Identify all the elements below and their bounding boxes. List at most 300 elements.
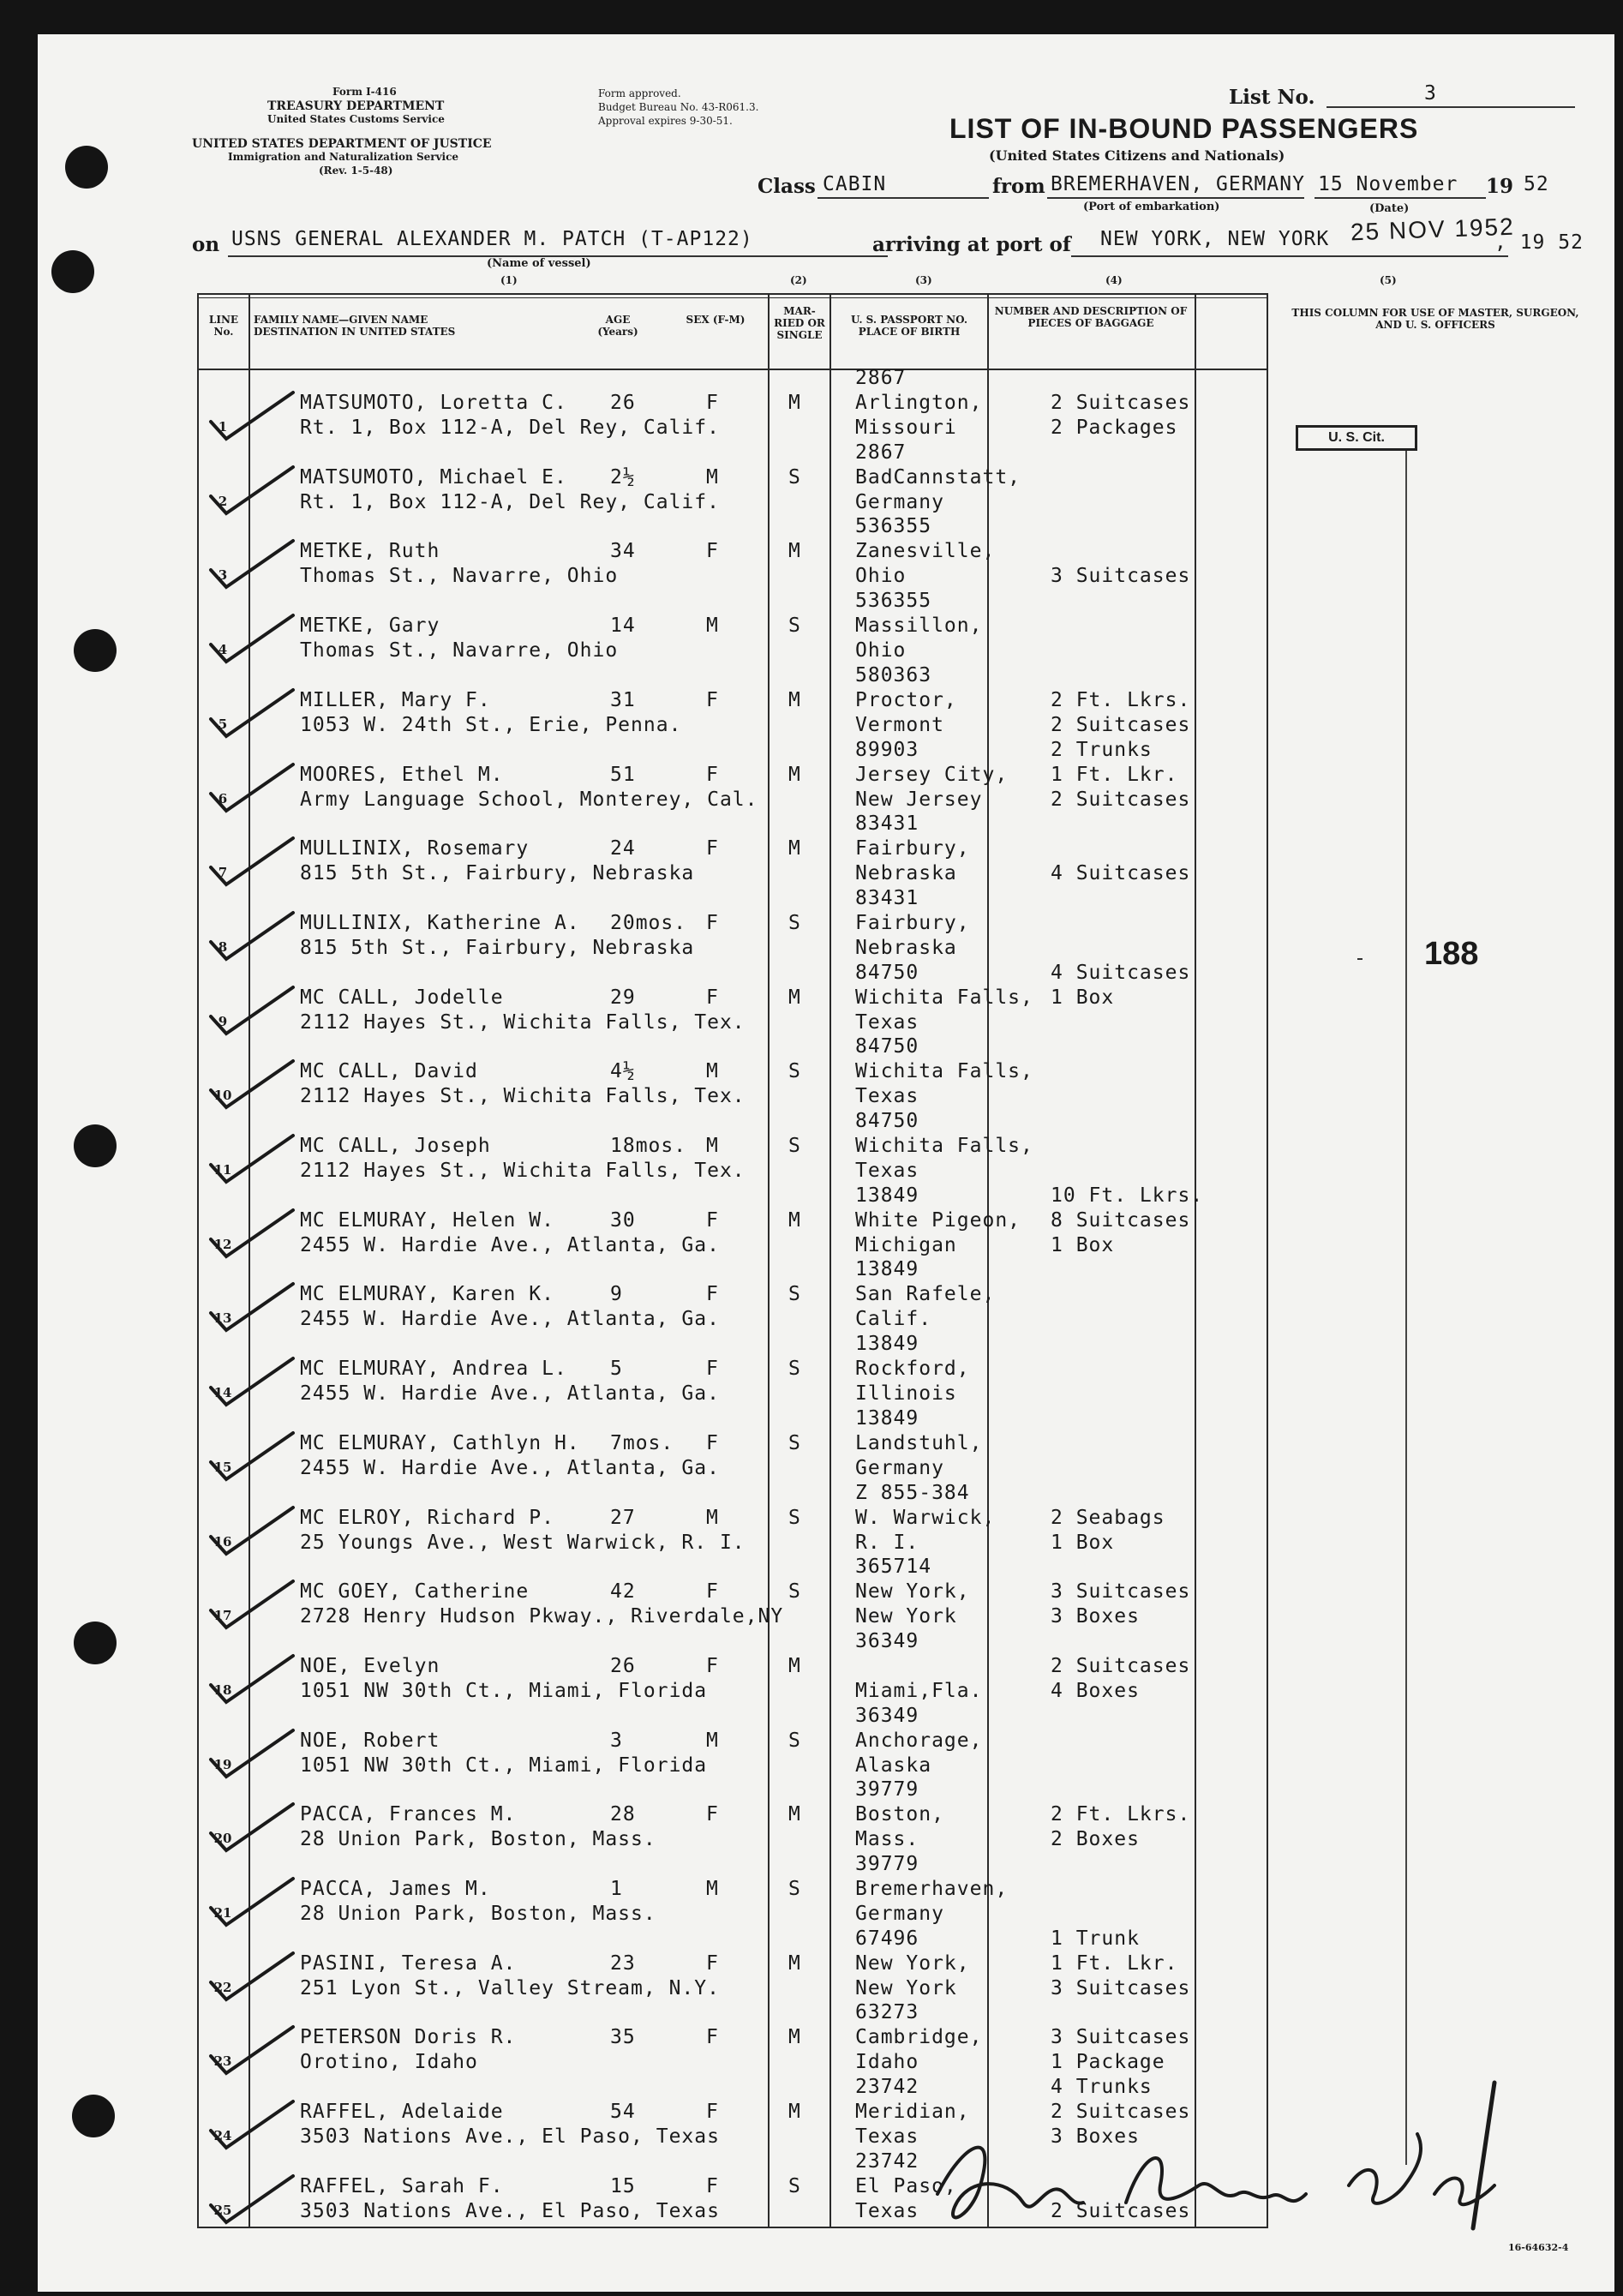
arrival-year: , 19 52 [1494,231,1584,254]
col-num-4: (4) [1105,274,1123,286]
passenger-sex: F [706,2026,719,2049]
baggage-line-2: 3 Boxes [1051,1605,1140,1628]
passenger-name: PASINI, Teresa A. [300,1951,517,1975]
baggage-line-2: 3 Boxes [1051,2125,1140,2149]
header-baggage: NUMBER AND DESCRIPTION OF PIECES OF BAGGAGE [994,305,1188,329]
punch-hole [74,1124,117,1167]
passenger-name: MOORES, Ethel M. [300,763,504,786]
list-no-label: List No. [1229,86,1315,109]
table-row [197,1333,1268,1411]
passenger-name: MC CALL, Joseph [300,1135,491,1157]
col-num-2: (2) [790,274,807,286]
baggage-line-2: 2 Suitcases [1051,2199,1191,2222]
embark-year: 52 [1524,173,1549,195]
birthplace-line-2: Mass. [855,1828,919,1851]
passenger-age: 35 [610,2026,636,2049]
birthplace-line-1: Massillon, [855,614,983,638]
baggage-line-1: 3 Suitcases [1051,2026,1191,2049]
check-mark-icon [207,909,302,969]
passport-number: 39779 [855,1853,919,1875]
passenger-name: MC ELMURAY, Andrea L. [300,1358,567,1381]
passenger-name: METKE, Ruth [300,540,440,563]
passenger-address: Orotino, Idaho [300,2051,478,2074]
baggage-line-2: 2 Boxes [1051,1828,1140,1851]
passenger-address: Rt. 1, Box 112-A, Del Rey, Calif. [300,490,720,513]
passenger-age: 24 [610,837,636,860]
passenger-sex: M [706,1729,719,1752]
passenger-address: 3503 Nations Ave., El Paso, Texas [300,2199,720,2222]
marital-status: M [788,986,801,1009]
vessel-name: USNS GENERAL ALEXANDER M. PATCH (T-AP122) [231,228,753,250]
baggage-line-2: 4 Boxes [1051,1679,1140,1702]
port-embarkation-caption: (Port of embarkation) [1083,201,1220,213]
birthplace-line-1: San Rafele, [855,1283,996,1306]
form-title: LIST OF IN-BOUND PASSENGERS [949,113,1419,144]
baggage-line-1: 2 Seabags [1051,1506,1165,1529]
check-mark-icon [207,1875,302,1935]
table-row [197,1629,1268,1708]
passenger-age: 3 [610,1729,623,1752]
passenger-name: METKE, Gary [300,614,440,638]
birthplace-line-2: Nebraska [855,862,957,885]
baggage-line-1: 2 Ft. Lkrs. [1051,1803,1191,1826]
passport-number: 23742 [855,2149,919,2173]
line-number: 19 [213,1756,232,1772]
birthplace-line-2: Vermont [855,713,944,736]
birthplace-line-2: Germany [855,1903,944,1925]
check-mark-icon [207,835,302,895]
passenger-name: PACCA, James M. [300,1878,491,1900]
baggage-line-2: 2 Suitcases [1051,788,1191,811]
passenger-address: 2455 W. Hardie Ave., Atlanta, Ga. [300,1233,720,1256]
table-row [197,1481,1268,1560]
birthplace-line-2: Texas [855,2199,919,2222]
passenger-address: 2112 Hayes St., Wichita Falls, Tex. [300,1160,746,1182]
passenger-address: 2112 Hayes St., Wichita Falls, Tex. [300,1010,746,1034]
passenger-age: 1 [610,1878,623,1900]
baggage-line-1: 1 Ft. Lkr. [1051,1951,1178,1975]
birthplace-line-1: New York, [855,1951,970,1975]
treasury-label: TREASURY DEPARTMENT [267,99,445,113]
approval-line-3: Approval expires 9-30-51. [598,115,733,127]
table-row [197,1406,1268,1485]
passenger-address: 2455 W. Hardie Ave., Atlanta, Ga. [300,1308,720,1331]
baggage-line-1: 1 Ft. Lkr. [1051,763,1178,786]
date-caption: (Date) [1369,202,1410,215]
check-mark-icon [207,1727,302,1787]
passenger-age: 5 [610,1358,623,1381]
passport-number: 365714 [855,1556,932,1579]
check-mark-icon [207,2098,302,2158]
form-number: Form I-416 [332,86,397,98]
table-row [197,1927,1268,2005]
passenger-name: MULLINIX, Rosemary [300,837,530,860]
birthplace-line-1: Bremerhaven, [855,1878,1009,1900]
passenger-age: 42 [610,1580,636,1604]
passport-number: 580363 [855,663,932,686]
birthplace-line-2: New Jersey [855,788,983,811]
baggage-line-2: 1 Box [1051,1531,1115,1554]
marital-status: M [788,1208,801,1232]
passenger-sex: F [706,392,719,414]
passenger-name: PACCA, Frances M. [300,1803,517,1826]
baggage-line-2: 1 Box [1051,1233,1115,1256]
col-num-3: (3) [915,274,932,286]
table-row [197,515,1268,593]
marital-status: S [788,1135,801,1157]
passenger-name: MC CALL, David [300,1060,478,1083]
passenger-sex: F [706,1431,719,1454]
punch-hole [74,629,117,672]
passenger-age: 20mos. [610,911,687,934]
line-number: 8 [218,938,228,955]
passenger-age: 28 [610,1803,636,1826]
table-top-rule [197,293,1268,295]
baggage-line-1: 2 Ft. Lkrs. [1051,688,1191,711]
passenger-address: 25 Youngs Ave., West Warwick, R. I. [300,1531,746,1554]
passenger-age: 51 [610,763,636,786]
count-dash [1357,958,1362,960]
check-mark-icon [207,2023,302,2083]
from-label: from [992,175,1045,198]
passenger-sex: F [706,1951,719,1975]
check-mark-icon [207,1652,302,1712]
vessel-caption: (Name of vessel) [487,257,591,270]
baggage-line-1: 2 Suitcases [1051,392,1191,414]
passport-number: 536355 [855,515,932,538]
baggage-line-2: 2 Packages [1051,417,1178,439]
passport-number: 67496 [855,1927,919,1950]
line-number: 16 [213,1533,232,1550]
passenger-address: Thomas St., Navarre, Ohio [300,565,619,588]
table-row [197,961,1268,1040]
table-row [197,367,1268,445]
passenger-address: Thomas St., Navarre, Ohio [300,639,619,662]
passport-number: 13849 [855,1184,919,1207]
birthplace-line-1: Wichita Falls, [855,1135,1033,1157]
line-number: 14 [213,1385,232,1401]
line-number: 23 [213,2053,232,2070]
passenger-address: Rt. 1, Box 112-A, Del Rey, Calif. [300,417,720,439]
passenger-address: 1053 W. 24th St., Erie, Penna. [300,713,682,736]
birthplace-line-2: Texas [855,1085,919,1108]
line-number: 17 [213,1608,232,1624]
birthplace-line-1: Proctor, [855,688,957,711]
line-number: 5 [218,716,228,732]
birthplace-line-2: Alaska [855,1753,932,1777]
table-row [197,1704,1268,1783]
marital-status: M [788,1951,801,1975]
marital-status: M [788,837,801,860]
passport-number: Z 855-384 [855,1481,970,1504]
line-number: 2 [218,493,228,509]
passport-number: 89903 [855,738,919,761]
arriving-label: arriving at port of [872,233,1071,256]
passenger-sex: M [706,1135,719,1157]
passenger-sex: F [706,2101,719,2124]
table-row [197,663,1268,742]
passport-number: 23742 [855,2076,919,2099]
line-number: 11 [213,1162,232,1178]
marital-status: S [788,1878,801,1900]
table-row [197,1778,1268,1856]
marital-status: M [788,2026,801,2049]
passenger-sex: F [706,1654,719,1677]
line-number: 10 [213,1088,232,1104]
check-mark-icon [207,1504,302,1564]
passenger-age: 18mos. [610,1135,687,1157]
marital-status: S [788,1506,801,1529]
approval-line-1: Form approved. [598,87,681,99]
birthplace-line-2: Missouri [855,417,957,439]
arrival-underline [1071,255,1508,257]
baggage-line-2: 1 Package [1051,2051,1165,2074]
passport-number: 36349 [855,1629,919,1652]
birthplace-line-1: BadCannstatt, [855,465,1021,489]
birthplace-line-2: Michigan [855,1233,957,1256]
passport-number: 39779 [855,1778,919,1801]
passenger-age: 2½ [610,465,636,489]
passenger-age: 14 [610,614,636,638]
passport-number: 13849 [855,1333,919,1356]
line-number: 13 [213,1310,232,1327]
birthplace-line-1: Cambridge, [855,2026,983,2049]
header-line-no: LINE No. [208,314,239,338]
passport-number: 84750 [855,1035,919,1058]
marital-status: M [788,763,801,786]
table-row [197,1853,1268,1931]
birthplace-line-2: Texas [855,1010,919,1034]
birthplace-line-1: Wichita Falls, [855,986,1033,1009]
passenger-address: 2455 W. Hardie Ave., Atlanta, Ga. [300,1382,720,1406]
line-number: 9 [218,1013,228,1029]
baggage-line-2: 4 Suitcases [1051,862,1191,885]
passenger-sex: F [706,837,719,860]
passenger-name: MILLER, Mary F. [300,688,491,711]
passenger-age: 26 [610,392,636,414]
passenger-name: MC ELMURAY, Karen K. [300,1283,554,1306]
birthplace-line-2: Illinois [855,1382,957,1406]
check-mark-icon [207,1207,302,1267]
port-of-embarkation: BREMERHAVEN, GERMANY [1051,173,1305,195]
baggage-line-0: 4 Suitcases [1051,961,1191,984]
on-label: on [192,233,220,256]
passenger-name: MC ELROY, Richard P. [300,1506,554,1529]
birthplace-line-1: Anchorage, [855,1729,983,1752]
date-underline [1315,197,1486,199]
passenger-age: 7mos. [610,1431,674,1454]
passport-number: 536355 [855,590,932,613]
passenger-age: 26 [610,1654,636,1677]
check-mark-icon [207,1280,302,1340]
year-prefix: 19 [1486,175,1514,198]
check-mark-icon [207,1578,302,1638]
us-cit-stamp [1296,425,1417,451]
line-number: 25 [213,2202,232,2218]
line-number: 7 [218,865,228,881]
passenger-sex: F [706,1358,719,1381]
passenger-name: NOE, Robert [300,1729,440,1752]
birthplace-line-1: Jersey City, [855,763,1009,786]
baggage-line-2: 2 Suitcases [1051,713,1191,736]
passenger-name: RAFFEL, Adelaide [300,2101,504,2124]
passenger-sex: M [706,1506,719,1529]
baggage-line-1: 1 Box [1051,986,1115,1009]
birthplace-line-1: Rockford, [855,1358,970,1381]
marital-status: S [788,2174,801,2197]
birthplace-line-1: Landstuhl, [855,1431,983,1454]
approval-line-2: Budget Bureau No. 43-R061.3. [598,101,759,113]
marital-status: S [788,1729,801,1752]
passenger-sex: M [706,1060,719,1083]
birthplace-line-1: Boston, [855,1803,944,1826]
birthplace-line-1: New York, [855,1580,970,1604]
passenger-count: 188 [1424,936,1479,972]
passport-number: 36349 [855,1704,919,1727]
passenger-age: 9 [610,1283,623,1306]
marital-status: S [788,465,801,489]
passenger-name: MULLINIX, Katherine A. [300,911,580,934]
passenger-address: 28 Union Park, Boston, Mass. [300,1903,656,1925]
line-number: 24 [213,2128,232,2144]
passenger-sex: F [706,688,719,711]
passenger-address: Army Language School, Monterey, Cal. [300,788,758,811]
passenger-sex: F [706,540,719,563]
passenger-address: 1051 NW 30th Ct., Miami, Florida [300,1679,708,1702]
passenger-sex: M [706,465,719,489]
passenger-name: RAFFEL, Sarah F. [300,2174,504,2197]
baggage-line-1: 2 Suitcases [1051,1654,1191,1677]
class-label: Class [758,175,816,198]
check-mark-icon [207,1355,302,1415]
birthplace-line-2: Germany [855,1456,944,1479]
marital-status: S [788,1431,801,1454]
passport-number: 83431 [855,886,919,909]
baggage-line-1: 2 Suitcases [1051,2101,1191,2124]
arrival-port: NEW YORK, NEW YORK [1100,228,1330,250]
passenger-age: 15 [610,2174,636,2197]
marital-status: S [788,1358,801,1381]
table-row [197,590,1268,668]
baggage-line-0: 1 Trunk [1051,1927,1140,1950]
table-row [197,1556,1268,1634]
passport-number: 13849 [855,1258,919,1281]
class-value: CABIN [823,173,887,195]
check-mark-icon [207,761,302,821]
passenger-address: 1051 NW 30th Ct., Miami, Florida [300,1753,708,1777]
birthplace-line-1: El Paso, [855,2174,957,2197]
header-age: AGE (Years) [597,314,638,338]
birthplace-line-1: Fairbury, [855,911,970,934]
us-cit-stamp-text: U. S. Cit. [1328,430,1385,445]
header-sex: SEX (F-M) [686,314,746,326]
passenger-sex: F [706,1803,719,1826]
birthplace-line-2: Miami,Fla. [855,1679,983,1702]
passenger-sex: F [706,986,719,1009]
birthplace-line-2: Nebraska [855,936,957,959]
marital-status: M [788,2101,801,2124]
passenger-name: MC CALL, Jodelle [300,986,504,1009]
check-mark-icon [207,389,302,449]
check-mark-icon [207,984,302,1044]
embark-date: 15 November [1318,173,1458,195]
baggage-line-0: 10 Ft. Lkrs. [1051,1184,1204,1207]
birthplace-line-2: Calif. [855,1308,932,1331]
line-number: 6 [218,790,228,806]
check-mark-icon [207,464,302,524]
passenger-sex: F [706,911,719,934]
table-top-rule-inner [197,297,1268,298]
table-row [197,441,1268,519]
baggage-line-2: 3 Suitcases [1051,565,1191,588]
passport-number: 2867 [855,441,907,464]
birthplace-line-1: Fairbury, [855,837,970,860]
passenger-name: MC ELMURAY, Cathlyn H. [300,1431,580,1454]
passenger-address: 815 5th St., Fairbury, Nebraska [300,862,695,885]
marital-status: S [788,1060,801,1083]
passenger-address: 3503 Nations Ave., El Paso, Texas [300,2125,720,2149]
passport-number: 13849 [855,1406,919,1430]
marital-status: M [788,392,801,414]
passport-number: 84750 [855,1110,919,1132]
baggage-line-0: 4 Trunks [1051,2076,1153,2099]
header-married: MAR-RIED OR SINGLE [774,305,825,341]
punch-hole [65,146,108,189]
check-mark-icon [207,1950,302,2010]
passport-number: 83431 [855,812,919,836]
passport-number: 63273 [855,2001,919,2024]
line-number: 22 [213,1979,232,1995]
marital-status: M [788,1654,801,1677]
passenger-address: 815 5th St., Fairbury, Nebraska [300,936,695,959]
header-officers: THIS COLUMN FOR USE OF MASTER, SURGEON, AND U. S. OFFICERS [1291,307,1579,331]
punch-hole [74,1622,117,1664]
check-mark-icon [207,1132,302,1192]
marital-status: S [788,1283,801,1306]
table-row [197,812,1268,890]
passenger-sex: F [706,2174,719,2197]
check-mark-icon [207,537,302,597]
passenger-age: 30 [610,1208,636,1232]
table-row [197,738,1268,817]
justice-label: UNITED STATES DEPARTMENT OF JUSTICE [192,137,492,151]
passenger-age: 29 [610,986,636,1009]
ins-label: Immigration and Naturalization Service [228,151,459,163]
passport-number: 84750 [855,961,919,984]
birthplace-line-1: W. Warwick, [855,1506,996,1529]
officer-vertical-line [1405,451,1407,2165]
passenger-age: 27 [610,1506,636,1529]
line-number: 12 [213,1236,232,1252]
marital-status: M [788,540,801,563]
passenger-address: 28 Union Park, Boston, Mass. [300,1828,656,1851]
punch-hole [72,2095,115,2137]
baggage-line-2: 3 Suitcases [1051,1976,1191,1999]
header-passport: U. S. PASSPORT NO. PLACE OF BIRTH [850,314,968,338]
check-mark-icon [207,1430,302,1490]
marital-status: M [788,688,801,711]
birthplace-line-2: Germany [855,490,944,513]
birthplace-line-2: New York [855,1976,957,1999]
passenger-sex: F [706,1580,719,1604]
check-mark-icon [207,1801,302,1861]
baggage-line-0: 2 Trunks [1051,738,1153,761]
table-row [197,1035,1268,1113]
marital-status: S [788,614,801,638]
passenger-sex: M [706,1878,719,1900]
birthplace-line-2: Ohio [855,639,907,662]
birthplace-line-1: Arlington, [855,392,983,414]
